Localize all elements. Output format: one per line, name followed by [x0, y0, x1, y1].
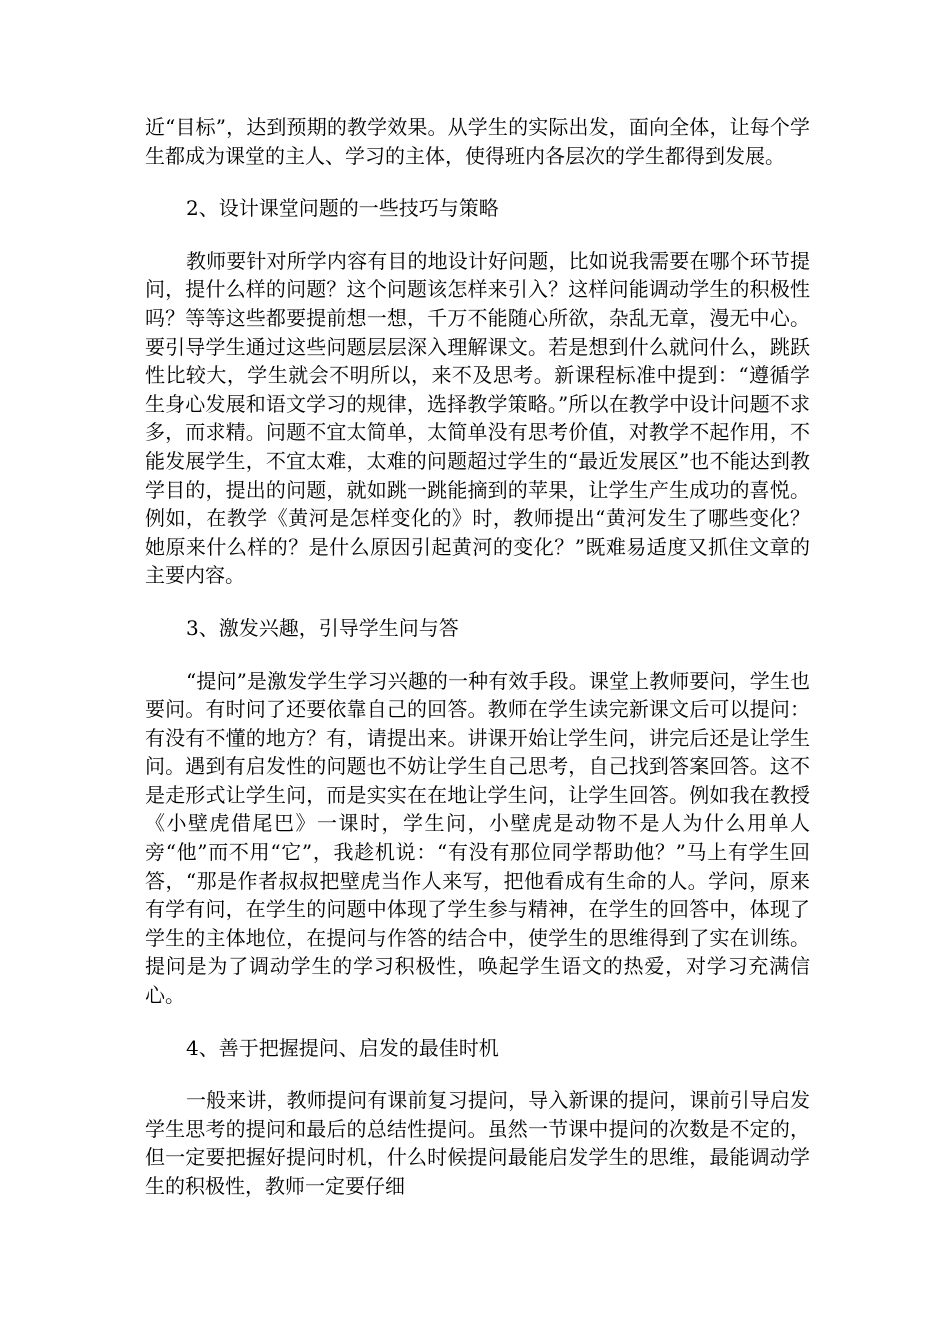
- section-heading-3: 3、激发兴趣，引导学生问与答: [186, 615, 459, 640]
- paragraph-section-2: 教师要针对所学内容有目的地设计好问题，比如说我需要在哪个环节提问，提什么样的问题？这个问题该怎样来引入？这样问能调动学生的积极性吗？等等这些都要提前想一想，千万不能随心所欲，杂乱无章，漫无中心。要引导学生通过这些问题层层深入理解课文。若是想到什么就问什么，跳跃性比较大，学生就会不明所以，来不及思考。新课程标准中提到：“遵循学生身心发展和语文学习的规律，选择教学策略。”所以在教学中设计问题不求多，而求精。问题不宜太简单，太简单没有思考价值，对教学不起作用，不能发展学生，不宜太难，太难的问题超过学生的“最近发展区”也不能达到教学目的，提出的问题，就如跳一跳能摘到的苹果，让学生产生成功的喜悦。例如，在教学《黄河是怎样变化的》时，教师提出“黄河发生了哪些变化？她原来什么样的？是什么原因引起黄河的变化？”既难易适度又抓住文章的主要内容。: [145, 248, 810, 588]
- paragraph-continued: 近“目标”，达到预期的教学效果。从学生的实际出发，面向全体，让每个学生都成为课堂的主人、学习的主体，使得班内各层次的学生都得到发展。: [145, 115, 810, 168]
- section-heading-2: 2、设计课堂问题的一些技巧与策略: [186, 196, 499, 221]
- paragraph-section-4: 一般来讲，教师提问有课前复习提问，导入新课的提问，课前引导启发学生思考的提问和最后的总结性提问。虽然一节课中提问的次数是不定的，但一定要把握好提问时机，什么时候提问最能启发学生的思维，最能调动学生的积极性，教师一定要仔细: [145, 1088, 810, 1198]
- section-heading-4: 4、善于把握提问、启发的最佳时机: [186, 1035, 499, 1060]
- paragraph-section-3: “提问”是激发学生学习兴趣的一种有效手段。课堂上教师要问，学生也要问。有时问了还要依靠自己的回答。教师在学生读完新课文后可以提问：有没有不懂的地方？有，请提出来。讲课开始让学生问，讲完后还是让学生问。遇到有启发性的问题也不妨让学生自己思考，自己找到答案回答。这不是走形式让学生问，而是实实在在地让学生问，让学生回答。例如我在教授《小壁虎借尾巴》一课时，学生问，小壁虎是动物不是人为什么用单人旁“他”而不用“它”，我趁机说：“有没有那位同学帮助他？”马上有学生回答，“那是作者叔叔把壁虎当作人来写，把他看成有生命的人。学问，原来有学有问，在学生的问题中体现了学生参与精神，在学生的回答中，体现了学生的主体地位，在提问与作答的结合中，使学生的思维得到了实在训练。提问是为了调动学生的学习积极性，唤起学生语文的热爱，对学习充满信心。: [145, 668, 810, 1008]
- document-body: [145, 113, 810, 1225]
